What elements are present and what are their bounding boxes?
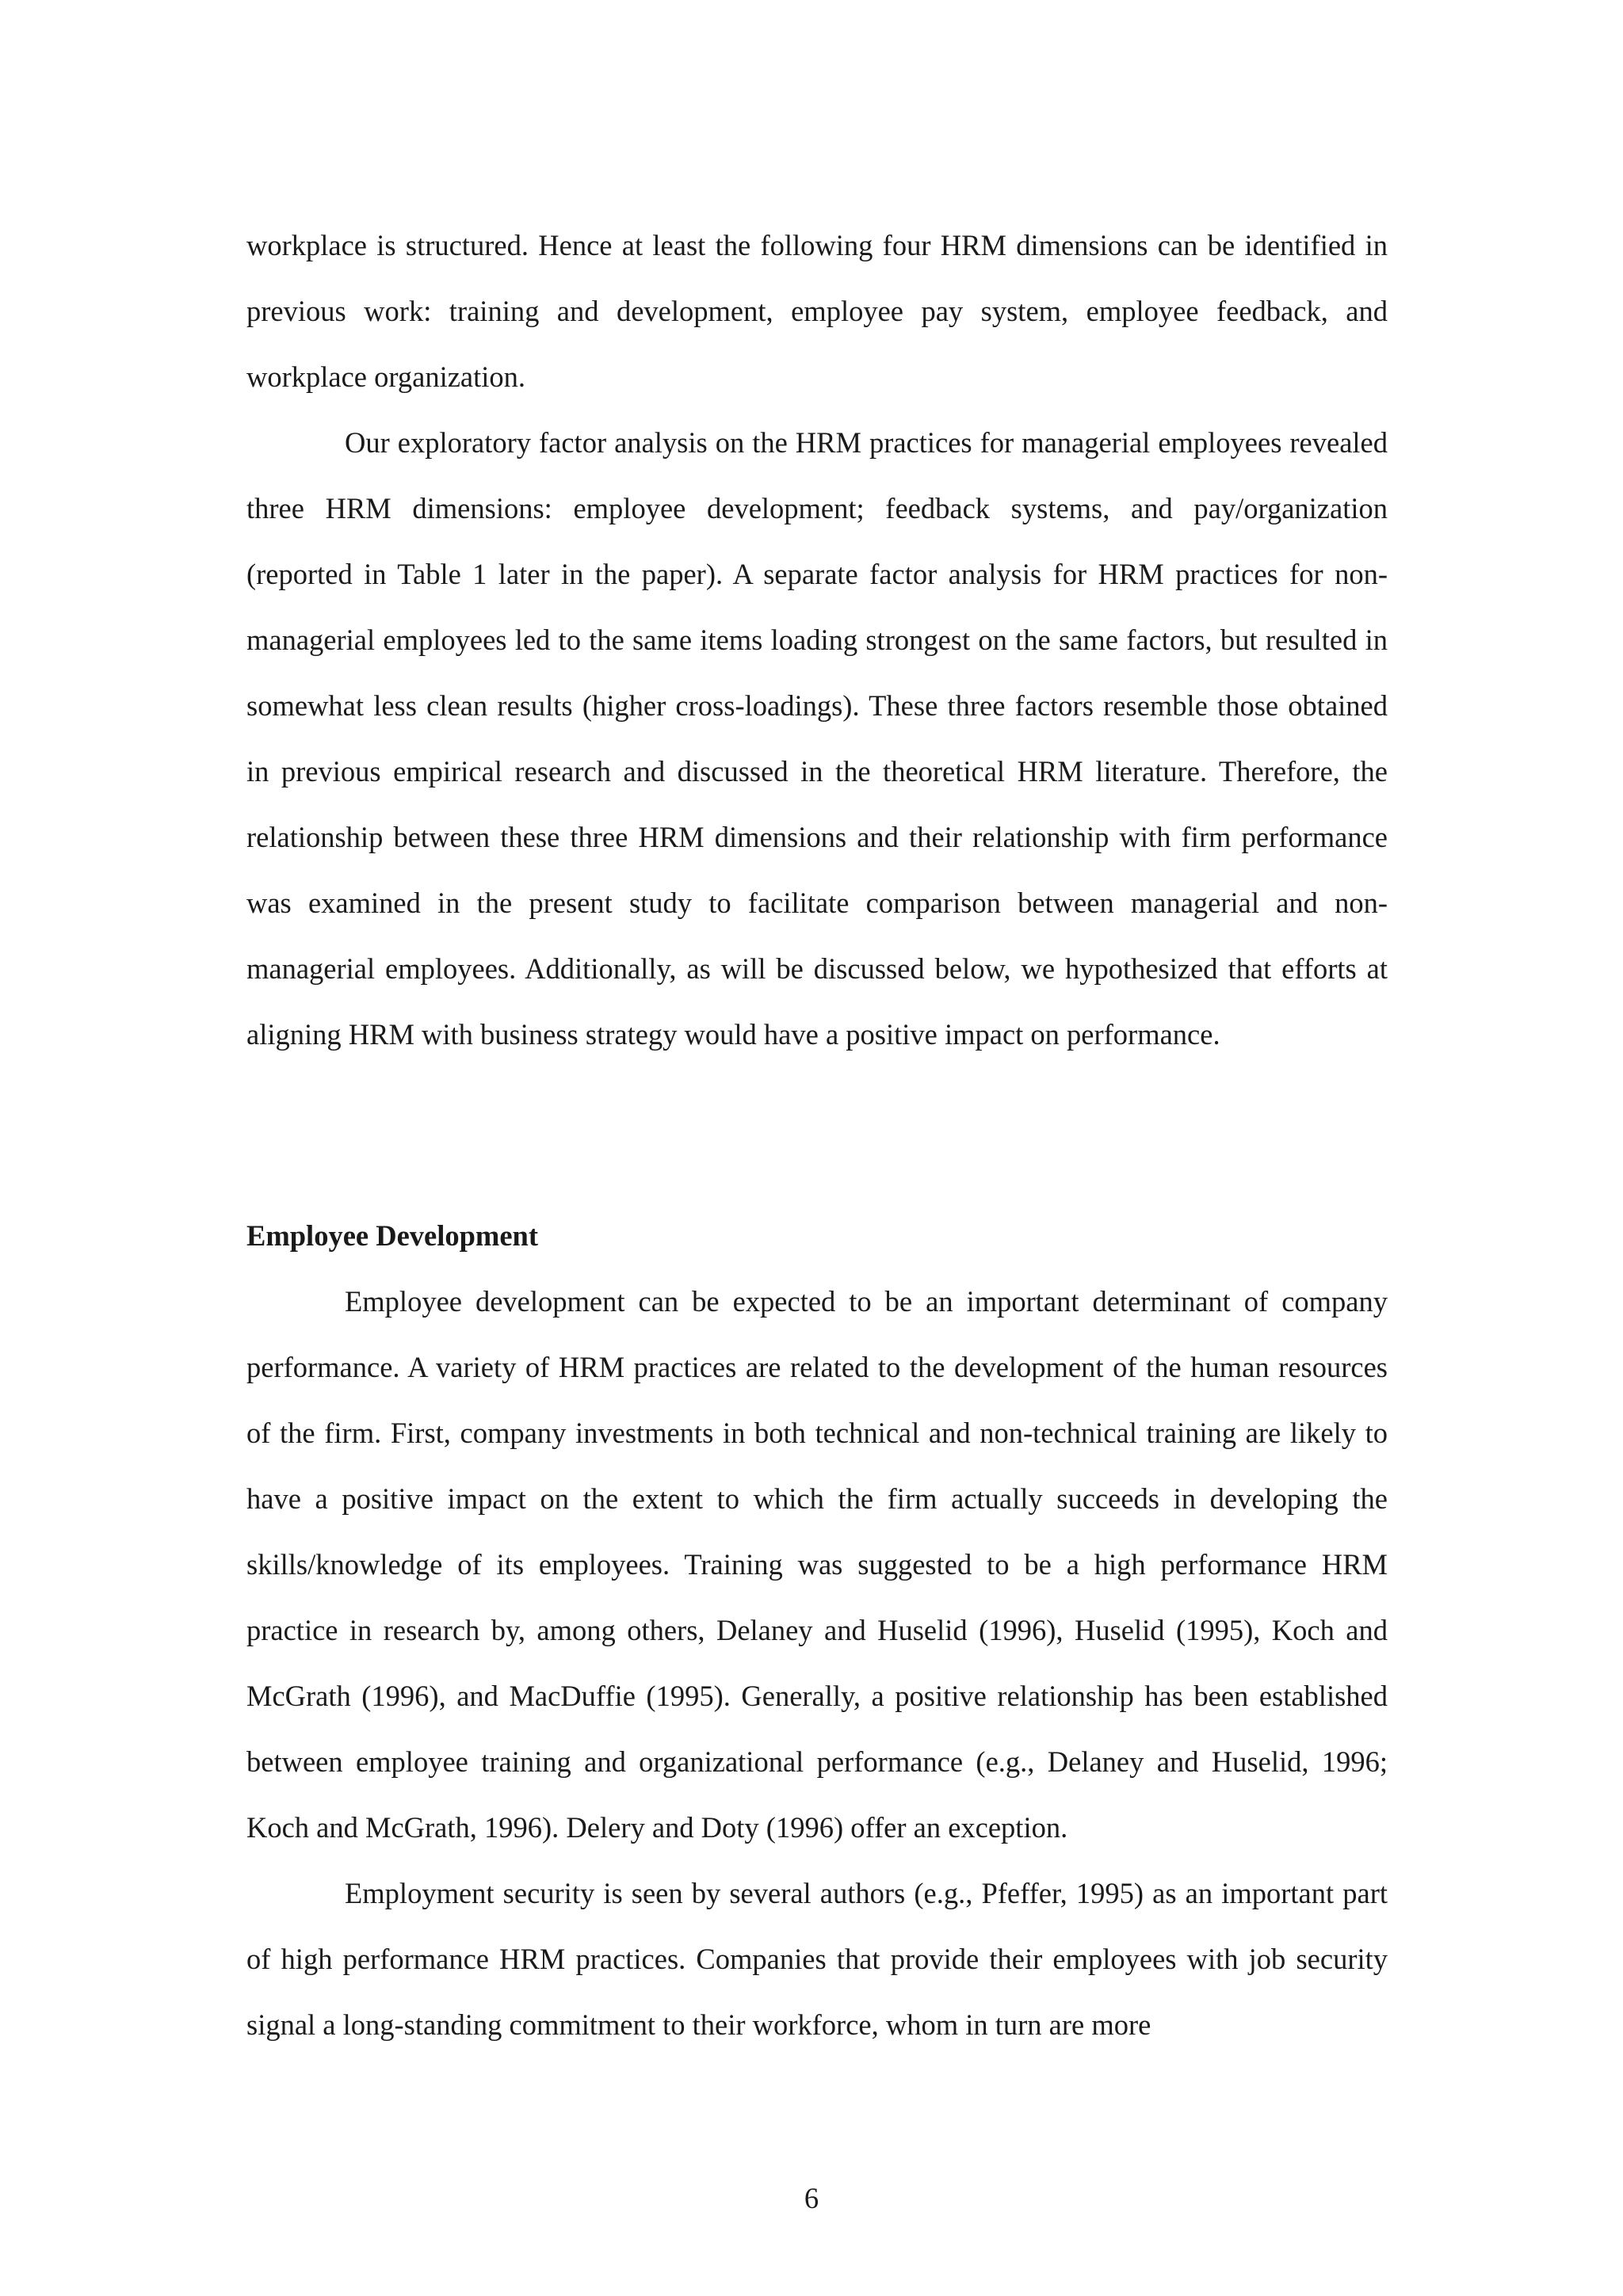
page-number: 6 [804,2182,819,2214]
paragraph-employment-security: Employment security is seen by several authors (e.g., Pfeffer, 1995) as an important part of high performance HRM practices. Companies that provide their employees with job security signal a long-standing commitment to their workforce, whom in turn are more [246,1877,1388,2041]
body-text-top [246,212,1388,1067]
paragraph-continued: workplace is structured. Hence at least the following four HRM dimensions can be identified in previous work: training and development, employee pay system, employee feedback, and workplace organization. [246,229,1388,393]
body-text-section [246,1268,1388,2058]
paragraph-employee-development: Employee development can be expected to be an important determinant of company performance. A variety of HRM practices are related to the development of the human resources of the firm. First, company investments in both technical and non-technical training are likely to have a positive impact on the extent to which the firm actually succeeds in developing the skills/knowledge of its employees. Training was suggested to be a high performance HRM practice in research by, among others, Delaney and Huselid (1996), Huselid (1995), Koch and McGrath (1996), and MacDuffie (1995). Generally, a positive relationship has been established between employee training and organizational performance (e.g., Delaney and Huselid, 1996; Koch and McGrath, 1996). Delery and Doty (1996) offer an exception. [246,1285,1388,1844]
section-heading: Employee Development [246,1219,538,1252]
paragraph-factor-analysis: Our exploratory factor analysis on the HRM practices for managerial employees revealed three HRM dimensions: employee development; feedback systems, and pay/organization (reported in Table 1 later in the paper). A separate factor analysis for HRM practices for non-managerial employees led to the same items loading strongest on the same factors, but resulted in somewhat less clean results (higher cross-loadings). These three factors resemble those obtained in previous empirical research and discussed in the theoretical HRM literature. Therefore, the relationship between these three HRM dimensions and their relationship with firm performance was examined in the present study to facilitate comparison between managerial and non-managerial employees. Additionally, as will be discussed below, we hypothesized that efforts at aligning HRM with business strategy would have a positive impact on performance. [246,426,1388,1051]
